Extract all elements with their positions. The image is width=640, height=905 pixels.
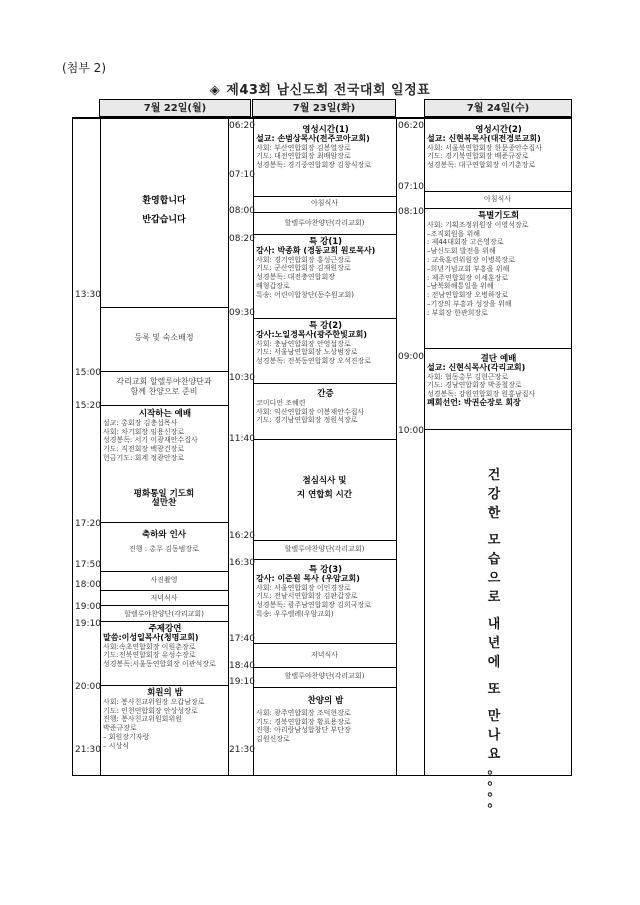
- lec3-line: 사회: 서울연합회장 이인경장로: [256, 583, 351, 592]
- night-title: 회원의 밤: [147, 688, 183, 698]
- day1-hallelujah: 할렐루야찬양단(각리교회): [124, 610, 204, 618]
- special-lecture-3: [256, 566, 395, 619]
- night-line: 진행: 봉사친교위원회위원: [103, 715, 182, 724]
- opening-line: 기도: 직전회장 백광건장로: [103, 445, 185, 454]
- time-label: 17:20: [75, 519, 101, 529]
- time-label: 17:40: [229, 634, 255, 644]
- lec1-line: 특송: 어린이합창단(동수원교회): [256, 290, 354, 299]
- praise-title: 찬양의 밤: [307, 696, 344, 706]
- farewell-char: 건: [487, 468, 501, 483]
- lec3-line: 기도: 전남서연합회장 김판갑장로: [256, 592, 358, 601]
- time-label: 17:50: [75, 560, 101, 570]
- prayer-line: : 제44대회장 고은영장로: [427, 238, 504, 247]
- peace-line: 설만찬: [151, 497, 177, 508]
- dawn2-line: 성경봉독: 대구연합회장 이기춘장로: [427, 161, 536, 170]
- praise-line: 기도: 경북연합회장 황표용장로: [256, 717, 351, 726]
- lec3-speaker: 강사: 이준원 목사 (우암교회): [256, 573, 360, 583]
- lec2-title: 특 강(2): [308, 321, 343, 331]
- time-label: 09:00: [398, 352, 424, 362]
- day1-header: 7월 22일(월): [99, 99, 251, 117]
- dawn-sermon: 설교: 손범상목사(전주코아교회): [256, 133, 370, 143]
- night-line: 박준규장로: [103, 724, 137, 733]
- witness-line: 코미디언 조혜련: [256, 398, 306, 407]
- photo-session: 사진촬영: [150, 576, 178, 584]
- time-label: 10:00: [398, 426, 424, 436]
- farewell-char: 에: [487, 655, 501, 670]
- lec3-title: 특 강(3): [308, 565, 343, 575]
- special-lecture-2: [256, 322, 395, 366]
- prayer-line: : 제주연합회장 이세훈장로: [427, 273, 509, 282]
- lunch-line: 지 연합회 시간: [296, 490, 353, 500]
- time-label: 16:20: [229, 531, 255, 541]
- time-label: 09:30: [229, 308, 255, 318]
- lec3-line: 특송: 우루렐례(우암교회): [256, 609, 334, 618]
- diamond-icon: ◈: [209, 83, 221, 98]
- farewell-char: 년: [487, 636, 501, 651]
- prayer-line: –남북화해통일을 위해: [427, 282, 494, 291]
- lec1-line: 사회: 경기연합회장 홍성근장로: [256, 255, 351, 264]
- choir-prep: [100, 377, 228, 397]
- time-label: 07:10: [229, 170, 255, 180]
- farewell-dot: 。: [487, 773, 501, 788]
- dawn2-title: 영성시간(2): [475, 125, 522, 135]
- time-label: 07:10: [398, 182, 424, 192]
- farewell-char: 한: [487, 506, 501, 521]
- lecture-line: 사회:속초연합회장 이원춘장로: [103, 642, 196, 651]
- time-label: 11:40: [229, 434, 255, 444]
- lec3-line: 성경봉독: 광주남연합회장 김희국장로: [256, 601, 372, 610]
- farewell-char: 모: [487, 533, 501, 548]
- farewell-char: 습: [487, 552, 501, 567]
- day3-header: 7월 24일(수): [424, 99, 572, 117]
- dawn-title: 영성시간(1): [302, 125, 349, 135]
- prayer-line: : 부회장 한관희장로: [427, 308, 488, 317]
- day2-hallelujah-3: 할렐루야찬양단(각리교회): [284, 672, 365, 680]
- farewell-char: 나: [487, 728, 501, 743]
- choir-line: 함께 찬양으로 준비: [130, 387, 198, 396]
- closing-line: 사회: 협동총무 김현근장로: [427, 372, 509, 381]
- lec2-line: 기도: 서울남연합회장 노상범장로: [256, 348, 358, 357]
- testimony: [256, 390, 395, 425]
- farewell-dot: 。: [487, 795, 501, 810]
- closing-declaration: 폐회선언: 박권순장로 회장: [427, 397, 521, 407]
- lecture-line: 기도:전북연합회장 유성수장로: [103, 651, 196, 660]
- lec1-speaker: 강사: 박종화 (경동교회 원로목사): [256, 245, 376, 255]
- time-label: 08:10: [398, 207, 424, 217]
- prayer-line: 사회: 기획조정위원장 이영석장로: [427, 220, 529, 229]
- dawn2-line: 기도: 경기북연합회장 배준규장로: [427, 152, 529, 161]
- page-title: [0, 79, 640, 98]
- farewell-char: 내: [487, 617, 501, 632]
- welcome-line: 환영합니다: [142, 196, 186, 206]
- lunch-line: 점심식사 및: [302, 476, 347, 486]
- lecture-line: 말씀:이성일목사(청명교회): [103, 632, 199, 642]
- closing-title: 결단 예배: [480, 354, 517, 364]
- prayer-line: : 교육훈련위원장 이병록장로: [427, 255, 515, 264]
- praise-line: 사회: 광주연합회장 조덕현장로: [256, 708, 351, 717]
- special-lecture-1: [256, 238, 395, 300]
- prayer-line: –기장의 부흥과 성장을 위해: [427, 299, 512, 308]
- lecture-title: 주제강연: [148, 624, 182, 634]
- witness-title: 간증: [317, 389, 334, 399]
- prayer-line: –희년기념교회 부흥을 위해: [427, 264, 510, 273]
- members-night: [103, 689, 227, 751]
- greeting-block: [100, 531, 228, 554]
- lecture-line: 성경봉독:서울동연합회장 이관석장로: [103, 660, 216, 669]
- praise-night: [256, 697, 395, 744]
- prayer-line: : 전남연합회장 오병하장로: [427, 291, 509, 300]
- day2-dinner: 저녁식사: [310, 651, 339, 659]
- time-label: 06:20: [398, 121, 424, 131]
- farewell-char: 요: [487, 747, 501, 762]
- dawn-session-1: [256, 126, 395, 170]
- lec2-line: 사회: 충남연합회장 안영섭장로: [256, 339, 351, 348]
- night-line: 사회: 봉사친교위원장 오갑남장로: [103, 697, 205, 706]
- peace-line: 평화통일 기도회: [133, 489, 195, 499]
- theme-lecture: [103, 625, 227, 669]
- farewell-message: [484, 466, 504, 808]
- lec1-title: 특 강(1): [308, 237, 343, 247]
- dawn2-line: 사회: 서울북연합회장 한문종안수집사: [427, 143, 543, 152]
- time-label: 19:00: [75, 602, 101, 612]
- dawn-line: 성경봉독: 경기중연합회장 김창식장로: [256, 161, 372, 170]
- time-label: 19:10: [75, 619, 101, 629]
- farewell-char: 강: [487, 487, 501, 502]
- witness-line: 기도: 경기남연합회장 정원석장로: [256, 416, 358, 425]
- farewell-char: 또: [487, 682, 501, 697]
- farewell-char: 만: [487, 709, 501, 724]
- opening-line: 사회: 차기회장 임용신장로: [103, 427, 185, 436]
- time-label: 21:30: [75, 745, 101, 755]
- farewell-dot: 。: [487, 762, 501, 777]
- time-label: 13:30: [75, 290, 101, 300]
- title-text: 제43회 남신도회 전국대회 일정표: [226, 83, 431, 98]
- closing-worship: [427, 355, 570, 408]
- closing-sermon: 설교: 신현식목사(각리교회): [427, 362, 526, 372]
- day3-breakfast: 아침식사: [483, 195, 512, 203]
- opening-title: 시작하는 예배: [138, 409, 192, 419]
- opening-line: 설교: 총회장 김충섭목사: [103, 418, 178, 427]
- opening-line: 성경봉독: 서기 이광재안수집사: [103, 436, 198, 445]
- prayer-line: –조직회원을 위해: [427, 229, 481, 238]
- time-label: 06:20: [229, 121, 255, 131]
- time-label: 16:30: [229, 558, 255, 568]
- registration: 등록 및 숙소배정: [134, 333, 194, 342]
- dawn-line: 사회: 부산연합회장 김봉열장로: [256, 143, 351, 152]
- choir-line: 각리교회 할렐루야찬양단과: [116, 377, 212, 386]
- night-line: – 시상식: [103, 741, 130, 750]
- time-label: 18:00: [75, 580, 101, 590]
- closing-line: 성경봉독: 강원연합회장 원홍남집사: [427, 390, 536, 399]
- time-label: 15:00: [75, 368, 101, 378]
- opening-line: 헌금기도: 회계 정광안장로: [103, 453, 185, 462]
- time-label: 20:00: [75, 682, 101, 692]
- lec1-line: 성경봉독: 대전충연합회장: [256, 273, 335, 282]
- farewell-dot: 。: [487, 784, 501, 799]
- peace-prayer: [100, 490, 228, 508]
- night-line: 기도: 인천연합회장 안상성장로: [103, 706, 198, 715]
- greeting-line: 진행 : 총무 김동범장로: [129, 544, 199, 553]
- time-label: 10:30: [229, 373, 255, 383]
- farewell-char: 로: [487, 590, 501, 605]
- farewell-char: 으: [487, 571, 501, 586]
- witness-line: 사회: 익산연합회장 이봉재안수집사: [256, 407, 365, 416]
- closing-line: 기도: 경남연합회장 박종철장로: [427, 381, 522, 390]
- welcome-line: 반갑습니다: [142, 215, 186, 225]
- praise-line: 김원신장로: [256, 735, 290, 744]
- attachment-label: (첨부 2): [62, 61, 106, 75]
- prayer-line: –남신도회 발전을 위해: [427, 247, 496, 256]
- night-line: – 회원장기자랑: [103, 732, 150, 741]
- time-label: 21:30: [229, 745, 255, 755]
- prayer-title: 특별기도회: [477, 211, 520, 221]
- praise-line: 진행: 아리랑남성합창단 부단장: [256, 726, 351, 735]
- lec2-speaker: 강사:노일경목사(광주한빛교회): [256, 329, 367, 339]
- welcome-block: [100, 195, 228, 227]
- lec2-line: 성경봉독: 전북동연합회장 오석진장로: [256, 357, 372, 366]
- time-label: 19:10: [229, 677, 255, 687]
- opening-worship: [103, 410, 227, 463]
- dawn-session-2: [427, 126, 570, 170]
- lec1-line: 배형갑장로: [256, 281, 290, 290]
- dawn-line: 기도: 대전연합회장 최배암장로: [256, 152, 351, 161]
- day2-hallelujah: 할렐루야찬양단(각리교회): [284, 219, 365, 227]
- day1-dinner: 저녁식사: [150, 594, 178, 602]
- time-label: 08:20: [229, 234, 255, 244]
- special-prayer: [427, 212, 570, 318]
- time-label: 18:40: [229, 661, 255, 671]
- day2-breakfast: 아침식사: [310, 199, 339, 207]
- dawn2-sermon: 설교: 신현복목사(대전경로교회): [427, 133, 541, 143]
- time-label: 15:20: [75, 401, 101, 411]
- greeting-title: 축하와 인사: [141, 530, 186, 540]
- lec1-line: 기도: 군산연합회장 김재원장로: [256, 264, 351, 273]
- day2-hallelujah-2: 할렐루야찬양단(각리교회): [284, 545, 365, 553]
- time-label: 08:00: [229, 206, 255, 216]
- lunch-block: [253, 474, 396, 502]
- day2-header: 7월 23일(화): [252, 99, 396, 117]
